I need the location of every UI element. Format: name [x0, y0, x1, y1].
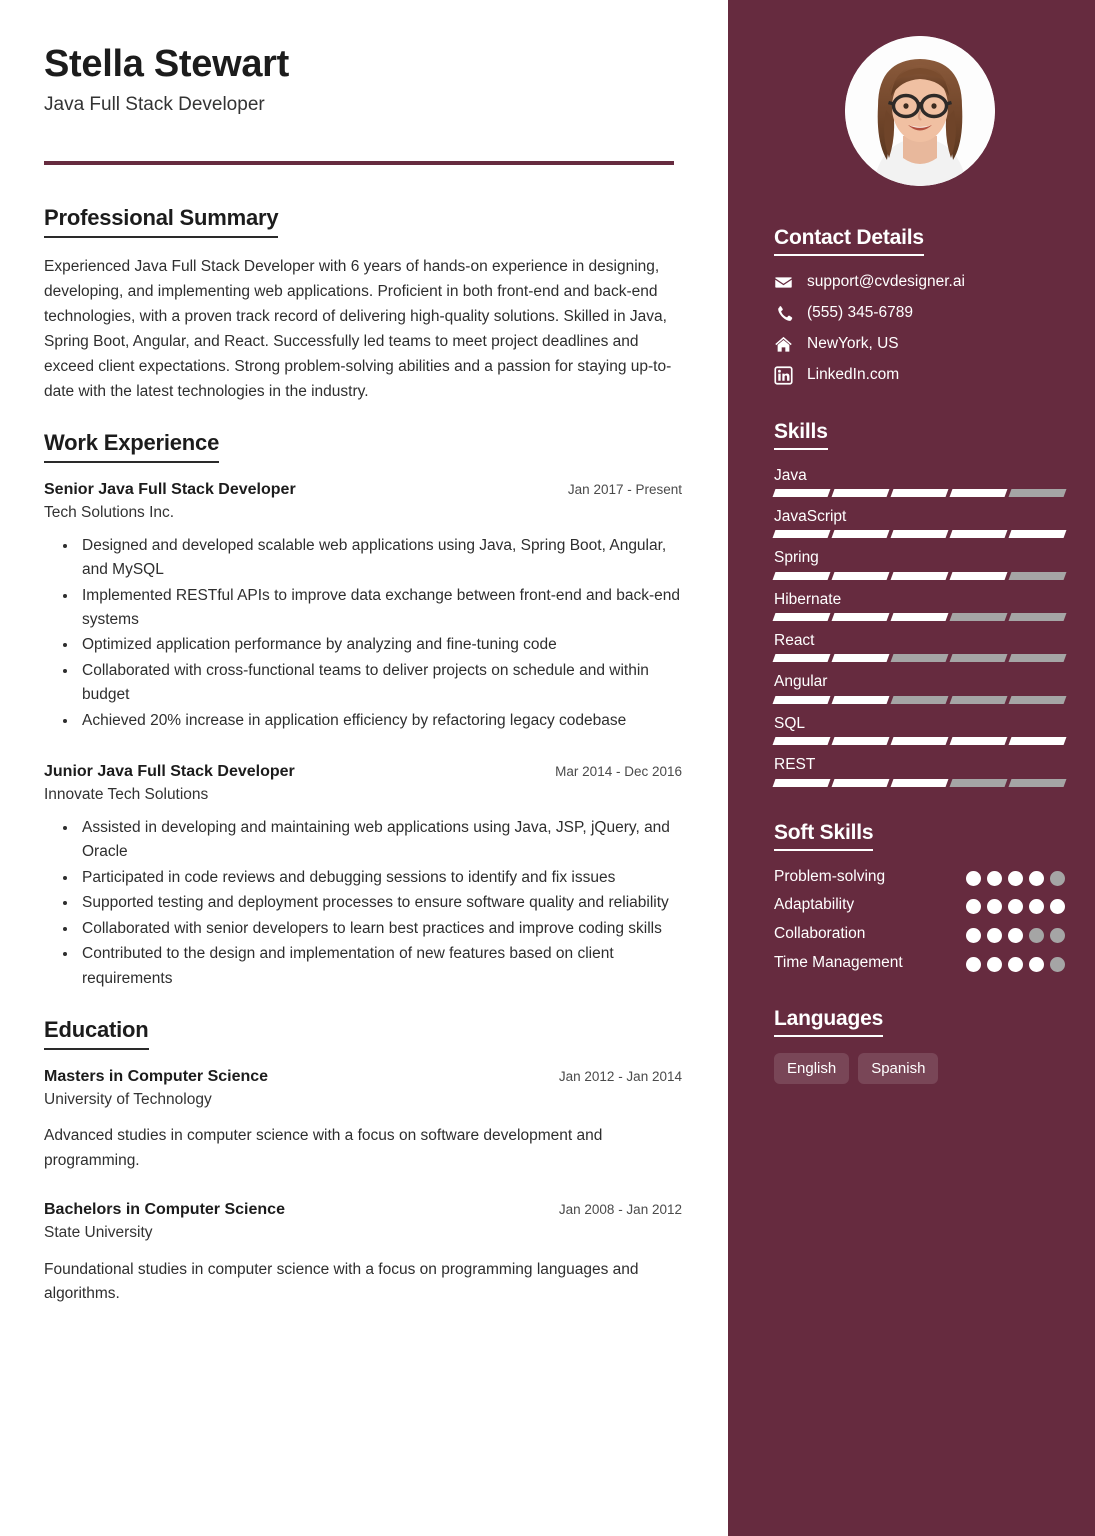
education-school: University of Technology [44, 1090, 212, 1108]
skill-level-bar [774, 654, 1065, 662]
contact-row[interactable] [774, 303, 1065, 323]
rating-dot [966, 899, 981, 914]
envelope-icon [774, 273, 793, 292]
skill-level-bar [774, 530, 1065, 538]
soft-skills-list [774, 867, 1065, 973]
rating-dot [987, 899, 1002, 914]
skill-segment [773, 696, 831, 704]
rating-dot [1050, 928, 1065, 943]
skill-segment [891, 572, 949, 580]
section-heading-education: Education [44, 1017, 149, 1050]
work-entry-list [44, 479, 682, 991]
work-bullet-list [44, 816, 682, 991]
skills-section [774, 420, 1065, 787]
skill-segment [891, 654, 949, 662]
education-section [44, 1017, 682, 1307]
work-role: Senior Java Full Stack Developer [44, 481, 296, 499]
soft-skill-rating [966, 953, 1065, 972]
skill-segment [1009, 654, 1067, 662]
skill-segment [832, 613, 890, 621]
education-entry [44, 1199, 682, 1306]
work-bullet: • Participated in code reviews and debugging sessions to identify and fix issues [78, 866, 682, 890]
education-degree: Masters in Computer Science [44, 1068, 269, 1086]
skill-segment [891, 779, 949, 787]
rating-dot [1008, 928, 1023, 943]
education-date-range: Jan 2012 - Jan 2014 [558, 1069, 682, 1085]
work-date-range: Jan 2017 - Present [567, 482, 682, 498]
skill-segment [1009, 696, 1067, 704]
summary-text: Experienced Java Full Stack Developer with 6 years of hands-on experience in designing, developing, and implementing web applications. Proficient in both front-end and back-end technologies, with a proven track record of delivering high-quality solutions. Skilled in Java, Spring Boot, Angular, and React. Successfully led teams to meet project deadlines and exceed client expectations. Strong problem-solving abilities and a passion for staying up-to-date with the latest technologies in the industry. [44, 257, 672, 401]
header-divider [44, 161, 674, 165]
skill-segment [1009, 572, 1067, 580]
education-degree: Bachelors in Computer Science [44, 1201, 285, 1219]
skill-segment [773, 779, 831, 787]
skill-segment [950, 654, 1008, 662]
skill-segment [832, 779, 890, 787]
entry-spacer [44, 1177, 682, 1199]
skill-item [774, 590, 1065, 621]
skill-segment [832, 489, 890, 497]
work-bullet: • Assisted in developing and maintaining web applications using Java, JSP, jQuery, and Oracle [78, 816, 682, 865]
language-tag: Spanish [858, 1053, 938, 1085]
work-bullet: • Optimized application performance by analyzing and fine-tuning code [78, 633, 682, 657]
rating-dot [1029, 871, 1044, 886]
work-bullet: • Collaborated with cross-functional teams to deliver projects on schedule and within budget [78, 659, 682, 708]
skill-segment [832, 696, 890, 704]
work-bullet: • Achieved 20% increase in application efficiency by refactoring legacy codebase [78, 709, 682, 733]
sidebar [728, 0, 1095, 1536]
skill-segment [832, 530, 890, 538]
soft-skill-label: Time Management [774, 954, 903, 972]
skill-item [774, 714, 1065, 745]
skill-segment [773, 572, 831, 580]
rating-dot [1008, 899, 1023, 914]
avatar-container [774, 36, 1065, 186]
skill-level-bar [774, 779, 1065, 787]
skill-segment [1009, 489, 1067, 497]
section-heading-summary: Professional Summary [44, 205, 278, 238]
skill-item [774, 755, 1065, 786]
contact-value: (555) 345-6789 [807, 304, 913, 322]
skill-segment [773, 489, 831, 497]
skill-segment [1009, 613, 1067, 621]
resume-header [44, 44, 682, 117]
work-company: Innovate Tech Solutions [44, 786, 209, 803]
skill-item [774, 672, 1065, 703]
soft-skill-row [774, 867, 1065, 887]
sidebar-heading-contact: Contact Details [774, 226, 924, 256]
contact-value: LinkedIn.com [807, 366, 900, 384]
rating-dot [1050, 899, 1065, 914]
soft-skill-label: Collaboration [774, 925, 866, 943]
rating-dot [1008, 871, 1023, 886]
skill-label: Java [774, 466, 807, 484]
work-bullet: • Collaborated with senior developers to learn best practices and improve coding skills [78, 917, 682, 941]
sidebar-heading-skills: Skills [774, 420, 828, 450]
skill-segment [891, 613, 949, 621]
rating-dot [987, 957, 1002, 972]
contact-list [774, 272, 1065, 386]
rating-dot [1008, 957, 1023, 972]
education-description: Foundational studies in computer science with a focus on programming languages and algorithms. [44, 1260, 639, 1303]
rating-dot [1050, 871, 1065, 886]
soft-skill-row [774, 895, 1065, 915]
work-experience-section [44, 430, 682, 991]
skill-segment [891, 489, 949, 497]
linkedin-icon [774, 366, 793, 385]
home-icon [774, 335, 793, 354]
skill-item [774, 466, 1065, 497]
profile-photo-image [845, 36, 995, 186]
soft-skill-row [774, 953, 1065, 973]
skill-label: REST [774, 756, 816, 774]
contact-value: NewYork, US [807, 335, 899, 353]
soft-skill-row [774, 924, 1065, 944]
skill-segment [832, 737, 890, 745]
education-date-range: Jan 2008 - Jan 2012 [558, 1202, 682, 1218]
rating-dot [966, 871, 981, 886]
rating-dot [966, 928, 981, 943]
entry-spacer [44, 737, 682, 761]
skill-segment [1009, 737, 1067, 745]
skill-label: SQL [774, 714, 806, 732]
candidate-job-title: Java Full Stack Developer [44, 93, 265, 115]
skill-item [774, 631, 1065, 662]
skill-segment [1009, 530, 1067, 538]
rating-dot [966, 957, 981, 972]
skill-label: Spring [774, 549, 819, 567]
rating-dot [1050, 957, 1065, 972]
skill-label: Hibernate [774, 590, 842, 608]
work-bullet-list [44, 534, 682, 734]
sidebar-heading-languages: Languages [774, 1007, 883, 1037]
skill-segment [773, 613, 831, 621]
skill-level-bar [774, 696, 1065, 704]
candidate-name: Stella Stewart [44, 43, 290, 85]
avatar [845, 36, 995, 186]
skill-segment [950, 613, 1008, 621]
rating-dot [987, 871, 1002, 886]
skill-segment [773, 737, 831, 745]
education-entry [44, 1066, 682, 1173]
languages-section [774, 1007, 1065, 1085]
rating-dot [1029, 928, 1044, 943]
skill-segment [773, 654, 831, 662]
rating-dot [987, 928, 1002, 943]
work-bullet: • Contributed to the design and implementation of new features based on client requirements [78, 942, 682, 991]
professional-summary-section [44, 205, 682, 405]
work-bullet: • Implemented RESTful APIs to improve data exchange between front-end and back-end systems [78, 584, 682, 633]
skill-label: Angular [774, 673, 828, 691]
skill-level-bar [774, 489, 1065, 497]
education-entry-header [44, 1199, 682, 1221]
contact-row[interactable] [774, 365, 1065, 385]
soft-skill-rating [966, 867, 1065, 886]
contact-details-section [774, 226, 1065, 386]
contact-row[interactable] [774, 334, 1065, 354]
skill-item [774, 507, 1065, 538]
education-entry-header [44, 1066, 682, 1088]
work-bullet: • Designed and developed scalable web applications using Java, Spring Boot, Angular, and MySQL [78, 534, 682, 583]
skill-level-bar [774, 572, 1065, 580]
work-entry [44, 761, 682, 991]
skill-segment [773, 530, 831, 538]
skill-segment [950, 530, 1008, 538]
soft-skill-rating [966, 924, 1065, 943]
skill-segment [950, 572, 1008, 580]
skill-label: React [774, 632, 815, 650]
soft-skill-label: Adaptability [774, 896, 855, 914]
skill-segment [950, 489, 1008, 497]
soft-skill-rating [966, 895, 1065, 914]
skill-level-bar [774, 737, 1065, 745]
education-school: State University [44, 1223, 153, 1241]
work-company: Tech Solutions Inc. [44, 503, 175, 521]
work-entry-header [44, 479, 682, 501]
soft-skill-label: Problem-solving [774, 867, 886, 885]
skill-segment [832, 572, 890, 580]
sidebar-heading-soft-skills: Soft Skills [774, 821, 873, 851]
soft-skills-section [774, 821, 1065, 973]
contact-row[interactable] [774, 272, 1065, 292]
skill-segment [832, 654, 890, 662]
skill-level-bar [774, 613, 1065, 621]
skill-segment [891, 737, 949, 745]
skill-segment [1009, 779, 1067, 787]
contact-value: support@cvdesigner.ai [807, 273, 965, 290]
skill-segment [891, 696, 949, 704]
work-entry [44, 479, 682, 733]
skill-segment [950, 696, 1008, 704]
work-date-range: Mar 2014 - Dec 2016 [555, 764, 682, 780]
skill-segment [950, 779, 1008, 787]
section-heading-work: Work Experience [44, 430, 219, 463]
phone-icon [774, 304, 793, 323]
skill-segment [891, 530, 949, 538]
language-tag-list [774, 1053, 1065, 1085]
work-role: Junior Java Full Stack Developer [44, 763, 295, 781]
work-bullet: • Supported testing and deployment processes to ensure software quality and reliability [78, 891, 682, 915]
skill-item [774, 548, 1065, 579]
skills-list [774, 466, 1065, 787]
work-entry-header [44, 761, 682, 783]
skill-label: JavaScript [774, 507, 847, 525]
language-tag: English [774, 1053, 849, 1085]
rating-dot [1029, 957, 1044, 972]
education-entry-list [44, 1066, 682, 1307]
rating-dot [1029, 899, 1044, 914]
education-description: Advanced studies in computer science with a focus on software development and programming. [44, 1127, 603, 1169]
skill-segment [950, 737, 1008, 745]
